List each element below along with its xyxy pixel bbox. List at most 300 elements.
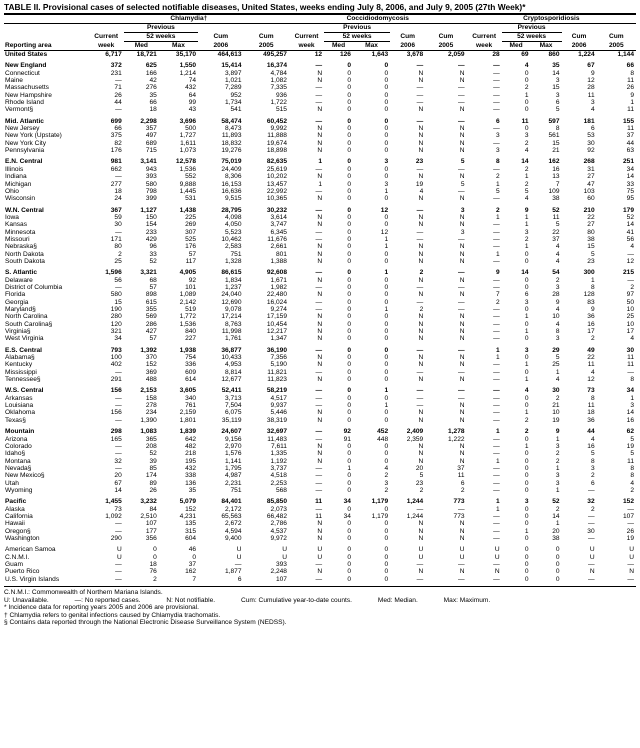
value-cell: 53 bbox=[587, 132, 595, 140]
region-row bbox=[4, 387, 636, 394]
value-cell: 225 bbox=[185, 213, 197, 221]
value-cell: 1,335 bbox=[270, 450, 287, 458]
value-cell: — bbox=[315, 472, 323, 480]
value-cell: 9 bbox=[555, 428, 560, 436]
value-cell: 11 bbox=[627, 125, 634, 133]
value-cell: — bbox=[457, 84, 465, 92]
value-cell: 10,365 bbox=[266, 195, 287, 203]
value-cell: N bbox=[317, 416, 323, 424]
value-cell: 12 bbox=[587, 77, 595, 85]
value-cell: 3 bbox=[524, 298, 529, 306]
value-cell: U bbox=[236, 546, 242, 554]
value-cell: 1 bbox=[495, 346, 500, 354]
value-cell: 1 bbox=[524, 91, 529, 99]
value-cell: — bbox=[493, 442, 500, 450]
value-cell: 162 bbox=[548, 158, 560, 166]
value-cell: 0 bbox=[384, 328, 389, 336]
value-cell: 568 bbox=[275, 486, 287, 494]
value-cell: N bbox=[459, 354, 465, 362]
value-cell: — bbox=[627, 561, 634, 568]
value-cell: 89 bbox=[149, 479, 157, 487]
value-cell: 793 bbox=[110, 346, 122, 354]
value-cell: 1 bbox=[495, 250, 500, 258]
value-cell: — bbox=[457, 269, 465, 277]
value-cell: 0 bbox=[347, 416, 351, 424]
reporting-area-cell: Mississippi bbox=[5, 368, 37, 376]
value-cell: N bbox=[317, 568, 323, 576]
value-cell: N bbox=[418, 221, 424, 229]
value-cell: 0 bbox=[347, 409, 351, 417]
med-label: Med bbox=[502, 42, 531, 51]
value-cell: N bbox=[317, 320, 323, 328]
value-cell: N bbox=[317, 195, 323, 203]
value-cell: 37 bbox=[626, 132, 634, 140]
value-cell: 208 bbox=[145, 442, 157, 450]
table-row bbox=[4, 402, 636, 409]
value-cell: 3 bbox=[555, 77, 560, 85]
region-row bbox=[4, 269, 636, 276]
value-cell: 30 bbox=[587, 139, 595, 147]
reporting-area-cell: Idaho§ bbox=[5, 450, 26, 458]
value-cell: — bbox=[416, 346, 424, 354]
value-cell: — bbox=[493, 486, 500, 494]
table-row bbox=[4, 173, 636, 180]
value-cell: 1,278 bbox=[448, 428, 465, 436]
value-cell: — bbox=[416, 62, 424, 70]
reporting-area-cell: Nevada§ bbox=[5, 464, 32, 472]
value-cell: 4 bbox=[524, 147, 529, 155]
value-cell: 3 bbox=[460, 206, 465, 214]
value-cell: 0 bbox=[347, 335, 351, 343]
value-cell: N bbox=[317, 213, 323, 221]
value-cell: U bbox=[629, 553, 634, 561]
value-cell: N bbox=[317, 361, 323, 369]
value-cell: 1,671 bbox=[270, 276, 287, 284]
value-cell: 1 bbox=[590, 276, 595, 284]
value-cell: 18,898 bbox=[266, 147, 287, 155]
value-cell: N bbox=[418, 243, 424, 251]
value-cell: 65,563 bbox=[221, 512, 242, 520]
value-cell: 614 bbox=[185, 376, 197, 384]
reporting-area-cell: Pennsylvania bbox=[5, 147, 45, 155]
value-cell: N bbox=[418, 173, 424, 181]
value-cell: 0 bbox=[384, 553, 389, 561]
value-cell: 3 bbox=[590, 99, 595, 107]
value-cell: 46 bbox=[188, 546, 197, 554]
value-cell: 7,504 bbox=[224, 402, 242, 410]
value-cell: 22 bbox=[552, 228, 560, 236]
value-cell: 10 bbox=[626, 320, 634, 328]
value-cell: 0 bbox=[347, 306, 351, 313]
region-row bbox=[4, 207, 636, 214]
value-cell: 0 bbox=[347, 62, 351, 70]
value-cell: 5 bbox=[555, 354, 560, 362]
value-cell: U bbox=[459, 546, 465, 554]
value-cell: 0 bbox=[347, 158, 351, 166]
value-cell: 4 bbox=[555, 320, 560, 328]
reporting-area-cell: Oklahoma bbox=[5, 409, 36, 417]
value-cell: N bbox=[317, 409, 323, 417]
value-cell: 0 bbox=[524, 250, 529, 258]
value-cell: 14 bbox=[521, 269, 529, 277]
reporting-area-cell: Guam bbox=[5, 561, 23, 568]
value-cell: 1,214 bbox=[179, 69, 197, 77]
value-cell: 840 bbox=[185, 328, 197, 336]
value-cell: 6 bbox=[524, 291, 529, 299]
value-cell: 234 bbox=[145, 409, 157, 417]
value-cell: N bbox=[418, 534, 424, 542]
value-cell: 531 bbox=[185, 195, 197, 203]
value-cell: 52 bbox=[149, 257, 157, 265]
reporting-area-cell: Missouri bbox=[5, 235, 30, 243]
value-cell: 101 bbox=[185, 283, 197, 291]
value-cell: 3 bbox=[590, 464, 595, 472]
value-cell: 120 bbox=[110, 320, 122, 328]
value-cell: — bbox=[115, 283, 122, 291]
table-title: TABLE II. Provisional cases of selected notifiable diseases, United States, weeks ending July 8, 2006, and July 9, 2005 (27th Week)* bbox=[4, 2, 526, 12]
value-cell: 0 bbox=[384, 195, 389, 203]
value-cell: 66 bbox=[149, 99, 157, 107]
value-cell: 0 bbox=[384, 409, 389, 417]
value-cell: — bbox=[457, 561, 465, 568]
reporting-area-cell: Hawaii bbox=[5, 520, 25, 528]
value-cell: — bbox=[493, 62, 500, 70]
cum-label: Cum bbox=[258, 33, 274, 40]
value-cell: 3,713 bbox=[224, 394, 242, 402]
value-cell: 3 bbox=[555, 91, 560, 99]
value-cell: — bbox=[493, 84, 500, 92]
value-cell: — bbox=[493, 69, 500, 77]
reporting-area-cell: W.S. Central bbox=[5, 387, 44, 395]
value-cell: — bbox=[493, 387, 500, 395]
value-cell: N bbox=[317, 534, 323, 542]
max-label: Max bbox=[159, 42, 198, 51]
value-cell: 298 bbox=[110, 428, 122, 436]
value-cell: 0 bbox=[524, 520, 529, 528]
value-cell: 1 bbox=[524, 213, 529, 221]
value-cell: — bbox=[493, 479, 500, 487]
value-cell: 16,024 bbox=[266, 298, 287, 306]
value-cell: — bbox=[493, 394, 500, 402]
value-cell: — bbox=[115, 464, 122, 472]
value-cell: 0 bbox=[347, 147, 351, 155]
value-cell: — bbox=[315, 402, 323, 410]
value-cell: 24,607 bbox=[221, 428, 242, 436]
value-cell: — bbox=[627, 505, 634, 513]
value-cell: 1 bbox=[384, 269, 389, 277]
value-cell: 0 bbox=[384, 313, 389, 321]
value-cell: N bbox=[317, 106, 323, 114]
value-cell: 0 bbox=[384, 546, 389, 554]
reporting-area-cell: Pacific bbox=[5, 498, 27, 506]
value-cell: 52 bbox=[552, 498, 560, 506]
value-cell: 1 bbox=[495, 505, 500, 513]
value-cell: 11,888 bbox=[267, 132, 287, 140]
value-cell: 291 bbox=[110, 376, 122, 384]
value-cell: 16 bbox=[587, 320, 595, 328]
value-cell: N bbox=[418, 527, 424, 535]
table-row bbox=[4, 480, 636, 487]
table-row bbox=[4, 328, 636, 335]
value-cell: 0 bbox=[384, 173, 389, 181]
value-cell: U bbox=[317, 546, 323, 554]
value-cell: 2 bbox=[524, 84, 529, 92]
value-cell: 5,079 bbox=[179, 498, 197, 506]
disease-header-cryptosporidiosis: Cryptosporidiosis bbox=[467, 14, 636, 24]
value-cell: — bbox=[493, 91, 500, 99]
value-cell: 1,392 bbox=[140, 346, 157, 354]
value-cell: N bbox=[418, 328, 424, 336]
table-row bbox=[4, 313, 636, 320]
reporting-area-cell: United States bbox=[5, 51, 48, 58]
value-cell: N bbox=[459, 173, 465, 181]
value-cell: 561 bbox=[548, 132, 560, 140]
value-cell: 38 bbox=[587, 235, 595, 243]
value-cell: 8 bbox=[590, 283, 595, 291]
value-cell: 1 bbox=[555, 486, 560, 494]
value-cell: 860 bbox=[548, 51, 560, 58]
value-cell: 336 bbox=[185, 361, 197, 369]
value-cell: 56 bbox=[114, 276, 122, 284]
value-cell: 16,374 bbox=[266, 62, 287, 70]
value-cell: 0 bbox=[384, 527, 389, 535]
value-cell: — bbox=[315, 228, 323, 236]
value-cell: 1,772 bbox=[179, 313, 197, 321]
value-cell: N bbox=[459, 416, 465, 424]
value-cell: 0 bbox=[384, 442, 389, 450]
max-label: Max bbox=[531, 42, 562, 51]
value-cell: 171 bbox=[110, 235, 122, 243]
value-cell: N bbox=[317, 328, 323, 336]
value-cell: 11,893 bbox=[221, 132, 242, 140]
value-cell: 44 bbox=[626, 139, 634, 147]
value-cell: 126 bbox=[339, 51, 351, 58]
value-cell: 0 bbox=[192, 553, 197, 561]
value-cell: 321 bbox=[110, 328, 122, 336]
value-cell: 4,518 bbox=[270, 472, 287, 480]
value-cell: 8,814 bbox=[224, 368, 242, 376]
value-cell: 231 bbox=[110, 69, 122, 77]
value-cell: 402 bbox=[110, 361, 122, 369]
value-cell: 28,795 bbox=[221, 206, 242, 214]
value-cell: 0 bbox=[347, 479, 351, 487]
value-cell: 1 bbox=[495, 180, 500, 188]
value-cell: 66 bbox=[114, 125, 122, 133]
value-cell: — bbox=[115, 575, 122, 583]
value-cell: — bbox=[493, 464, 500, 472]
value-cell: — bbox=[627, 520, 634, 528]
value-cell: 2 bbox=[524, 428, 529, 436]
value-cell: 32,697 bbox=[266, 428, 287, 436]
footnotes bbox=[4, 586, 636, 627]
value-cell: 3 bbox=[524, 228, 529, 236]
reporting-area-cell: Michigan bbox=[5, 180, 32, 188]
value-cell: — bbox=[493, 306, 500, 313]
reporting-area-cell: New Hampshire bbox=[5, 91, 52, 99]
value-cell: N bbox=[418, 313, 424, 321]
value-cell: N bbox=[418, 376, 424, 384]
value-cell: 10,454 bbox=[266, 320, 287, 328]
value-cell: 0 bbox=[347, 206, 351, 214]
value-cell: 9,274 bbox=[270, 306, 287, 313]
value-cell: 16 bbox=[552, 165, 560, 173]
value-cell: — bbox=[627, 575, 634, 583]
value-cell: 0 bbox=[347, 486, 351, 494]
value-cell: 69 bbox=[521, 51, 529, 58]
table-row bbox=[4, 306, 636, 313]
value-cell: 952 bbox=[230, 91, 242, 99]
value-cell: 2 bbox=[555, 505, 560, 513]
value-cell: U bbox=[589, 546, 595, 554]
value-cell: 44 bbox=[114, 99, 122, 107]
value-cell: 84,401 bbox=[221, 498, 242, 506]
value-cell: 0 bbox=[384, 534, 389, 542]
value-cell: 0 bbox=[524, 568, 529, 576]
reporting-area-cell: Maryland§ bbox=[5, 306, 36, 313]
value-cell: — bbox=[588, 534, 595, 542]
value-cell: 8,473 bbox=[224, 125, 242, 133]
value-cell: 0 bbox=[384, 147, 389, 155]
value-cell: 1,144 bbox=[617, 51, 634, 58]
value-cell: 20 bbox=[114, 472, 122, 480]
value-cell: 4 bbox=[524, 195, 529, 203]
value-cell: 12 bbox=[314, 51, 323, 58]
value-cell: 1 bbox=[384, 402, 389, 410]
value-cell: — bbox=[588, 520, 595, 528]
reporting-area-cell: W.N. Central bbox=[5, 206, 44, 214]
value-cell: 117 bbox=[185, 257, 197, 265]
value-cell: 3 bbox=[524, 346, 529, 354]
table-row bbox=[4, 335, 636, 342]
value-cell: 92 bbox=[587, 147, 595, 155]
value-cell: 34 bbox=[626, 387, 634, 395]
value-cell: 25 bbox=[552, 361, 560, 369]
table-row bbox=[4, 70, 636, 77]
value-cell: N bbox=[418, 213, 424, 221]
value-cell: 166 bbox=[145, 69, 157, 77]
value-cell: N bbox=[317, 527, 323, 535]
value-cell: 0 bbox=[347, 354, 351, 362]
value-cell: 0 bbox=[347, 276, 351, 284]
value-cell: 2 bbox=[524, 416, 529, 424]
value-cell: 1,938 bbox=[179, 346, 197, 354]
value-cell: 57 bbox=[188, 250, 197, 258]
footnote-med: Med: Median. bbox=[377, 596, 418, 604]
value-cell: 14 bbox=[626, 221, 634, 229]
value-cell: 9 bbox=[590, 306, 595, 313]
value-cell: 10,462 bbox=[221, 235, 242, 243]
reporting-area-cell: Alabama§ bbox=[5, 354, 35, 362]
value-cell: — bbox=[115, 394, 122, 402]
value-cell: 1,192 bbox=[270, 457, 287, 465]
reporting-area-cell: E.N. Central bbox=[5, 158, 43, 166]
reporting-area-cell: Connecticut bbox=[5, 69, 40, 77]
value-cell: 0 bbox=[347, 173, 351, 181]
value-cell: 3 bbox=[555, 479, 560, 487]
value-cell: 91 bbox=[343, 435, 351, 443]
value-cell: 1,611 bbox=[180, 139, 197, 147]
value-cell: 6 bbox=[237, 575, 242, 583]
value-cell: N bbox=[418, 450, 424, 458]
value-cell: 100 bbox=[110, 354, 122, 362]
year-2005-label: 2005 bbox=[597, 42, 636, 51]
value-cell: — bbox=[493, 125, 500, 133]
value-cell: 8 bbox=[555, 328, 560, 336]
value-cell: 4,231 bbox=[179, 512, 197, 520]
value-cell: N bbox=[459, 291, 465, 299]
value-cell: 39 bbox=[149, 457, 157, 465]
value-cell: — bbox=[416, 84, 424, 92]
value-cell: 0 bbox=[384, 213, 389, 221]
value-cell: 5 bbox=[590, 450, 595, 458]
value-cell: 8 bbox=[555, 125, 560, 133]
reporting-area-cell: Maine bbox=[5, 77, 23, 85]
value-cell: 4 bbox=[630, 243, 634, 251]
value-cell: — bbox=[493, 450, 500, 458]
value-cell: — bbox=[457, 91, 465, 99]
value-cell: 1 bbox=[524, 527, 529, 535]
value-cell: 6 bbox=[555, 99, 560, 107]
value-cell: 227 bbox=[185, 335, 197, 343]
value-cell: 2 bbox=[524, 165, 529, 173]
value-cell: N bbox=[418, 416, 424, 424]
value-cell: N bbox=[317, 276, 323, 284]
value-cell: 0 bbox=[347, 505, 351, 513]
value-cell: 21 bbox=[552, 147, 560, 155]
value-cell: 4,594 bbox=[224, 527, 242, 535]
value-cell: 24,040 bbox=[221, 291, 242, 299]
value-cell: 0 bbox=[384, 335, 389, 343]
value-cell: — bbox=[315, 346, 323, 354]
value-cell: 60 bbox=[587, 195, 595, 203]
value-cell: 84 bbox=[149, 505, 157, 513]
value-cell: 52 bbox=[626, 213, 634, 221]
table-row bbox=[4, 395, 636, 402]
value-cell: 3 bbox=[555, 442, 560, 450]
value-cell: 162 bbox=[185, 568, 197, 576]
value-cell: N bbox=[459, 243, 465, 251]
value-cell: 4 bbox=[555, 257, 560, 265]
value-cell: 128 bbox=[583, 291, 595, 299]
reporting-area-cell: South Carolina§ bbox=[5, 320, 53, 328]
value-cell: 3,605 bbox=[179, 387, 197, 395]
value-cell: N bbox=[629, 568, 634, 576]
value-cell: 19,276 bbox=[221, 147, 242, 155]
value-cell: 92 bbox=[188, 276, 197, 284]
value-cell: 1,021 bbox=[224, 77, 242, 85]
value-cell: 34 bbox=[626, 165, 634, 173]
value-cell: 2 bbox=[555, 450, 560, 458]
value-cell: — bbox=[493, 561, 500, 568]
value-cell: 83 bbox=[587, 298, 595, 306]
value-cell: 103 bbox=[583, 187, 595, 195]
cum-label: Cum bbox=[213, 33, 229, 40]
value-cell: N bbox=[589, 568, 595, 576]
value-cell: 0 bbox=[384, 257, 389, 265]
value-cell: 1 bbox=[347, 464, 351, 472]
value-cell: 2,172 bbox=[224, 505, 242, 513]
value-cell: 276 bbox=[145, 84, 157, 92]
value-cell: 17 bbox=[626, 328, 634, 336]
value-cell: 27 bbox=[587, 173, 595, 181]
value-cell: 82,635 bbox=[266, 158, 287, 166]
value-cell: N bbox=[459, 402, 465, 410]
reporting-area-cell: Puerto Rico bbox=[5, 568, 40, 576]
value-cell: 38 bbox=[552, 534, 560, 542]
value-cell: 5 bbox=[630, 435, 634, 443]
value-cell: 290 bbox=[110, 534, 122, 542]
value-cell: 541 bbox=[230, 106, 242, 114]
